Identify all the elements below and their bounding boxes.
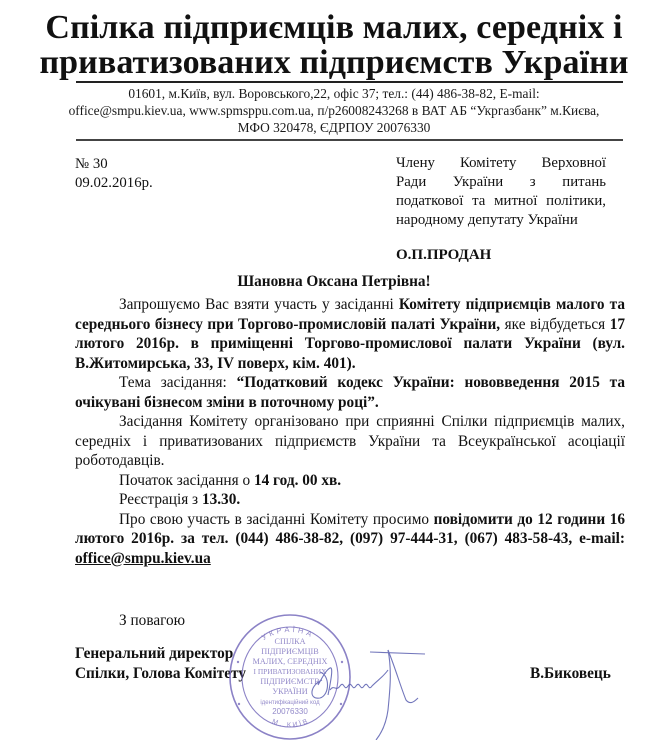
seal-line: ПІДПРИЄМЦІВ [261, 647, 319, 656]
seal-bottom-text: М. КИЇВ [270, 717, 311, 730]
signer-name: В.Биковець [530, 665, 611, 682]
seal-line: МАЛИХ, СЕРЕДНІХ [252, 657, 328, 666]
letterhead-address-line1: 01601, м.Київ, вул. Воровського,22, офіс 37; тел.: (44) 486-38-82, E-mail: [128, 86, 540, 101]
recipient-block [396, 154, 606, 230]
recipient-line: народному депутату України [396, 212, 578, 228]
letterhead-divider-bottom [76, 139, 623, 141]
letter-body [75, 295, 625, 568]
seal-line: І ПРИВАТИЗОВАНИХ [253, 667, 327, 676]
paragraph-rsvp [75, 510, 625, 569]
registration-date: 09.02.2016р. [75, 175, 153, 191]
signer-title-line2: Спілки, Голова Комітету [75, 665, 247, 682]
text: Реєстрація з [119, 491, 202, 508]
text: Початок засідання о [119, 471, 254, 489]
registration-time: 13.30. [201, 491, 241, 508]
text: Тема засідання: [119, 374, 237, 391]
letterhead-title-line2: приватизованих підприємств України [39, 44, 629, 81]
email-link[interactable]: office@smpu.kiev.ua [75, 549, 211, 567]
paragraph-organizers: Засідання Комітету організовано при сприянні Спілки підприємців малих, середніх і приватизованих підприємств України та Всеукраїнської асоціації роботодавців. [75, 413, 625, 469]
letterhead-title-line1: Спілка підприємців малих, середніх і [45, 9, 623, 46]
paragraph-registration-time [75, 490, 625, 510]
registration-number: № 30 [75, 156, 108, 172]
rsvp-details: повідомити до 12 години 16 лютого 2016р. за тел. (044) 486-38-82, (097) 97-444-31, (067) 483-58-43, e-mail: [75, 510, 625, 547]
registration-block [75, 155, 153, 193]
seal-top-text: УКРАЇНА [259, 624, 316, 643]
seal-line: УКРАЇНИ [272, 687, 308, 696]
text: Запрошуємо Вас взяти участь у засіданні [119, 296, 399, 313]
greeting: Шановна Оксана Петрівна! [237, 273, 431, 290]
letterhead-address-line2: office@smpu.kiev.ua, www.spmsppu.com.ua, п/р26008243268 в ВАТ АБ “Укргазбанк” м.Києва, [68, 103, 600, 118]
letterhead-divider-top [76, 81, 623, 83]
meeting-topic: “Податковий кодекс України: нововведення 2015 та очікувані бізнесом зміни в поточному році”. [75, 374, 625, 411]
handwritten-signature [300, 640, 450, 740]
paragraph-invitation [75, 295, 625, 373]
regards: З повагою [119, 612, 186, 629]
seal-code-label: ідентифікаційний код [260, 700, 320, 706]
paragraph-topic [75, 373, 625, 412]
paragraph-start-time [75, 471, 625, 491]
seal-line: ПІДПРИЄМСТВ [260, 677, 320, 686]
signer-title [75, 644, 246, 684]
signer-title-line1: Генеральний директор [75, 645, 234, 662]
letterhead-address-line3: МФО 320478, ЄДРПОУ 20076330 [237, 120, 431, 135]
recipient-line: Члену Комітету Верховної [396, 155, 606, 171]
recipient-name: О.П.ПРОДАН [396, 247, 492, 263]
seal-code: 20076330 [272, 707, 308, 716]
recipient-line: податкової та митної політики, [396, 193, 606, 209]
text: яке відбудеться [500, 315, 610, 333]
recipient-line: Ради України з питань [396, 174, 606, 190]
seal-line: СПІЛКА [274, 637, 306, 646]
seal-star-icon [237, 661, 239, 663]
start-time: 14 год. 00 хв. [253, 471, 342, 489]
seal-star-icon [238, 703, 240, 705]
committee-name: Комітету підприємців малого та середнього бізнесу при Торгово-промисловій палаті України, [75, 296, 625, 333]
meeting-date-location: 17 лютого 2016р. в приміщенні Торгово-промислової палати України (вул. В.Житомирська, 33, IV поверх, кім. 401). [75, 315, 625, 372]
text: Про свою участь в засіданні Комітету просимо [119, 510, 434, 528]
